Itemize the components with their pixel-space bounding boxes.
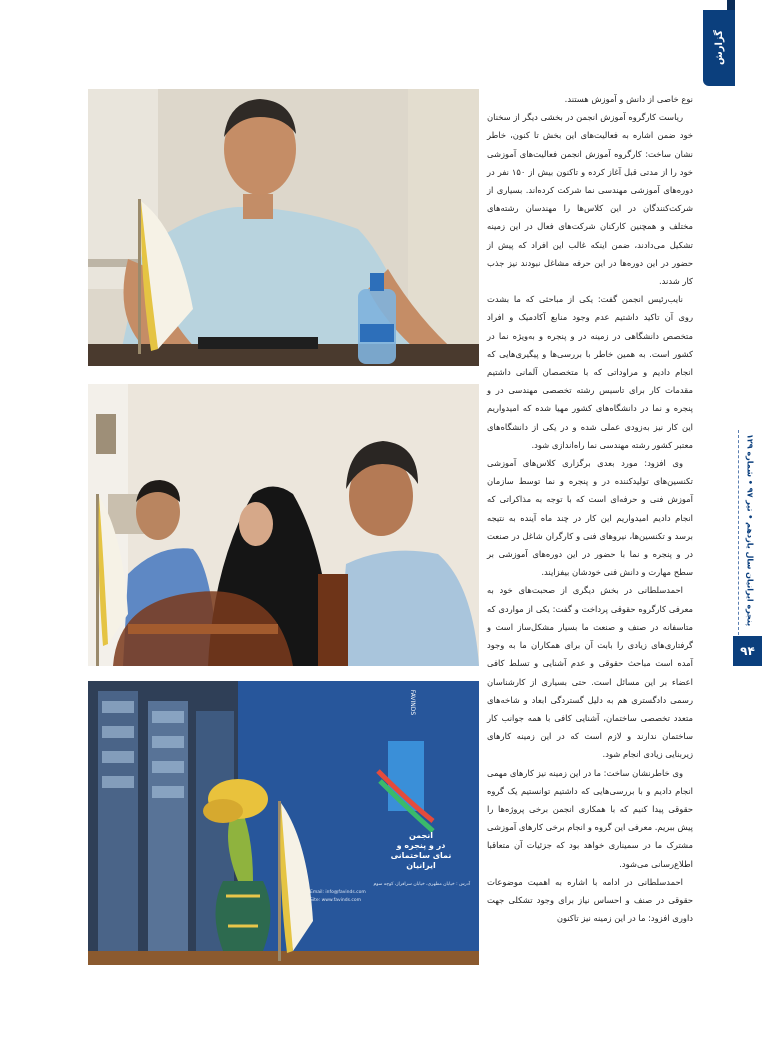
article-body [487, 90, 693, 970]
article-paragraph: احمدسلطانی در بخش دیگری از صحبت‌های خود به معرفی کارگروه حقوقی پرداخت و گفت: یکی از مواردی که متاسفانه در صنف و صنعت ما بسیار مشکل‌ساز است و گرفتاری‌های زیادی را بابت آن برای همکاران ما به وجود آمده است مباحث حقوقی و عدم آشنایی و تسلط کافی اعضاء بر این مسائل است. حتی بسیاری از کارشناسان رسمی دادگستری هم به دلیل گستردگی ابعاد و شاخه‌های متعدد تخصصی ساختمان، آشنایی کافی با همه جوانب کار ساختمان ندارند و لازم است که در این زمینه کارهای زیربنایی زیادی انجام شود. [487, 585, 693, 760]
article-paragraph: نایب‌رئیس انجمن گفت: یکی از مباحثی که ما بشدت روی آن تاکید داشتیم عدم وجود منابع آکادمیک و افراد متخصص دانشگاهی در زمینه در و پنجره و به‌ویژه نما در کشور است. به همین خاطر با بررسی‌ها و پیگیری‌هایی که انجام دادیم و مراوداتی که با متخصصان آلمانی داشتیم مقدمات کار برای تاسیس رشته تخصصی مهندسی در و پنجره و نما در دانشگاه‌های کشور مهیا شده که امیدواریم این کار نیز به‌زودی عملی شده و در یکی از دانشگاه‌های معتبر کشور رشته مهندسی نما راه‌اندازی شود. [487, 294, 693, 450]
poster-org-line: نمای ساختمانی [390, 851, 452, 860]
article-paragraph: ریاست کارگروه آموزش انجمن در بخشی دیگر از سخنان خود ضمن اشاره به فعالیت‌های این بخش تا کنون، خاطر نشان ساخت: کارگروه آموزش انجمن فعالیت‌های آموزشی خود را از مدتی قبل آغاز کرده و تاکنون بیش از ۱۵۰ نفر در دوره‌های آموزشی مهندسی نما شرکت کرده‌اند. بسیاری از شرکت‌کنندگان در این کلاس‌ها را مهندسان رشته‌های مختلف و همچنین کارکنان شرکت‌های فعال در این زمینه تشکیل می‌دادند، ضمن اینکه غالب این افراد که پیش از حضور در این دوره‌ها در این حرفه مشاغل نبودند نیز جذب کار شدند. [487, 112, 693, 287]
poster-org-line: در و پنجره و [396, 841, 446, 850]
photo-meeting-participants [88, 384, 479, 666]
photo-speaker-at-table [88, 89, 479, 366]
poster-org-name [376, 831, 466, 871]
poster-org-line: ایرانیان [406, 861, 436, 870]
poster-org-line: انجمن [408, 831, 434, 840]
poster-address: آدرس : خیابان مطهری، خیابان سرافراز، کوچه سوم [373, 882, 470, 887]
article-paragraph: وی خاطرنشان ساخت: ما در این زمینه نیز کارهای مهمی انجام دادیم و با بررسی‌هایی که داشتیم توانستیم یک گروه حقوقی پیدا کنیم که با همکاری انجمن برخی پروژه‌ها را پیش ببریم. معرفی این گروه و انجام برخی کارهای آموزشی مشترک ما در سمیناری خواهد بود که جزئیات آن متعاقبا اطلاع‌رسانی می‌شود. [487, 767, 693, 869]
running-head-text: پنجره ایرانیان سال یازدهم • تیر ۹۷ • شماره ۱۲۹ [745, 433, 755, 627]
article-paragraph: احمدسلطانی در ادامه با اشاره به اهمیت موضوعات حقوقی در صنف و احساس نیاز برای وجود تشکلی جهت داوری افزود: ما در این زمینه نیز تاکنون [487, 876, 693, 924]
poster-site: Site: www.favinds.com [310, 898, 361, 903]
poster-brand: FAVINDS [409, 689, 417, 716]
section-tab [703, 10, 735, 86]
article-paragraph: نوع خاصی از دانش و آموزش هستند. [564, 94, 693, 104]
article-paragraph: وی افزود: مورد بعدی برگزاری کلاس‌های آموزشی تکنسین‌های تولیدکننده در و پنجره و نما توسط سازمان آموزش فنی و حرفه‌ای است که با توجه به مذاکراتی که انجام دادیم امیدواریم این کار در چند ماه آینده به نتیجه برسد و تکنسین‌ها، نیروهای فنی و کارگران شاغل در صنعت در و پنجره و نما با حضور در این دوره‌های آموزشی بر سطح مهارت و دانش فنی خودشان بیفزایند. [487, 458, 693, 578]
poster-contact-block [310, 881, 470, 905]
photo-association-poster [88, 681, 479, 965]
poster-email: Email: info@favinds.com [310, 890, 366, 895]
section-label: گزارش [713, 30, 725, 66]
page-number: ۹۴ [733, 636, 762, 666]
running-head [740, 430, 760, 630]
